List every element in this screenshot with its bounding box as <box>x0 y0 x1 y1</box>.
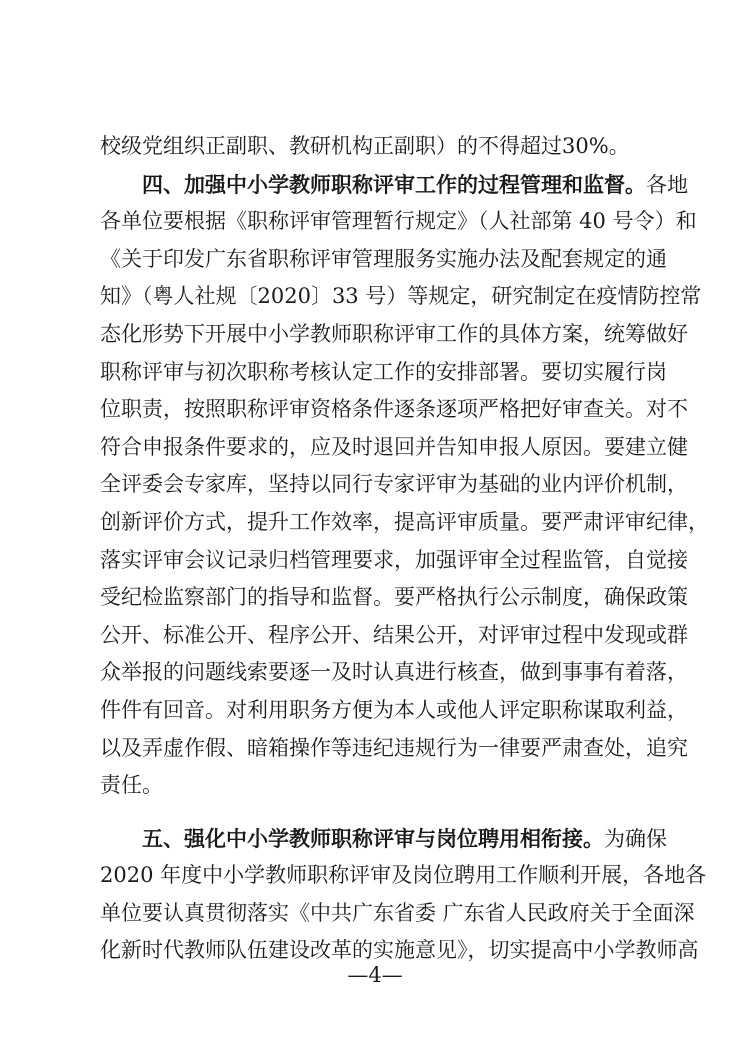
text-line: 公开、标准公开、程序公开、结果公开，对评审过程中发现或群 <box>100 622 688 647</box>
page-number: —4— <box>347 963 403 987</box>
text-line: 校级党组织正副职、教研机构正副职）的不得超过30%。 <box>100 134 630 158</box>
text-line: 以及弄虚作假、暗箱操作等违纪违规行为一律要严肃查处，追究 <box>100 735 688 760</box>
text-line: 受纪检监察部门的指导和监督。要严格执行公示制度，确保政策 <box>100 585 688 610</box>
section-heading: 五、强化中小学教师职称评审与岗位聘用相衔接。 <box>142 825 604 851</box>
text-line: 符合申报条件要求的，应及时退回并告知申报人原因。要建立健 <box>100 434 688 459</box>
text-line: 知》（粤人社规〔2020〕33 号）等规定，研究制定在疫情防控常 <box>100 284 702 309</box>
text-line: 落实评审会议记录归档管理要求，加强评审全过程监管，自觉接 <box>100 547 688 572</box>
text-line: 责任。 <box>100 773 163 798</box>
text-line: 态化形势下开展中小学教师职称评审工作的具体方案，统筹做好 <box>100 321 688 346</box>
paragraph-gap <box>100 805 650 820</box>
text-line: 众举报的问题线索要逐一及时认真进行核查，做到事事有着落， <box>100 660 688 685</box>
text-line: 创新评价方式，提升工作效率，提高评审质量。要严肃评审纪律， <box>100 509 709 534</box>
text-line: 2020 年度中小学教师职称评审及岗位聘用工作顺利开展，各地各 <box>100 863 707 888</box>
text-line: 位职责，按照职称评审资格条件逐条逐项严格把好审查关。对不 <box>100 397 688 422</box>
document-body <box>100 128 709 970</box>
text-line: 件件有回音。对利用职务方便为本人或他人评定职称谋取利益， <box>100 697 688 722</box>
text-line: 全评委会专家库，坚持以同行专家评审为基础的业内评价机制， <box>100 472 688 497</box>
section-heading-line <box>100 820 667 858</box>
text-line: 单位要认真贯彻落实《中共广东省委 广东省人民政府关于全面深 <box>100 900 695 925</box>
text-line: 职称评审与初次职称考核认定工作的安排部署。要切实履行岗 <box>100 359 667 384</box>
section-heading-line <box>100 166 688 204</box>
text-line: 《关于印发广东省职称评审管理服务实施办法及配套规定的通 <box>100 246 667 271</box>
text-run: 各地 <box>646 172 688 197</box>
section-heading: 四、加强中小学教师职称评审工作的过程管理和监督。 <box>142 171 646 197</box>
text-run: 为确保 <box>604 826 667 851</box>
text-line: 化新时代教师队伍建设改革的实施意见》，切实提高中小学教师高 <box>100 938 699 963</box>
text-line: 各单位要根据《职称评审管理暂行规定》（人社部第 40 号令）和 <box>100 209 697 234</box>
